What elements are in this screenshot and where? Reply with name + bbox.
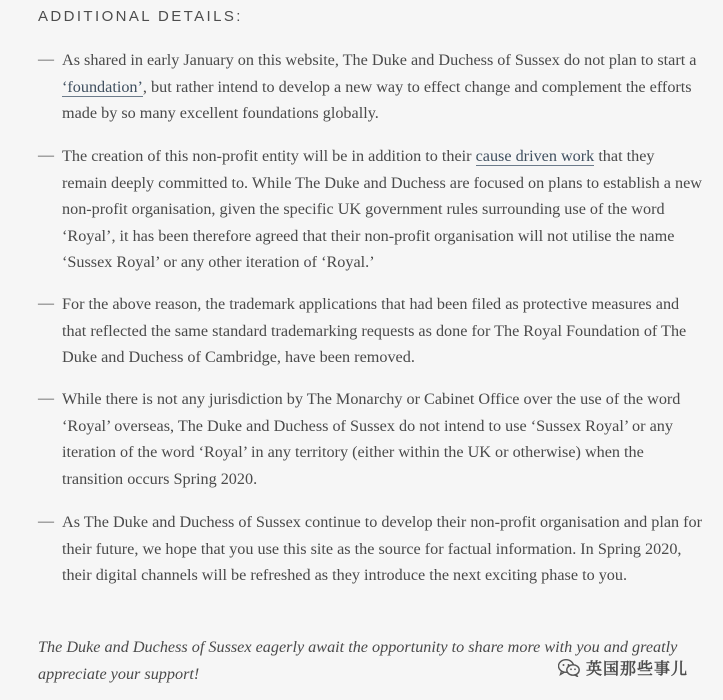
cause-driven-work-link[interactable]: cause driven work — [475, 147, 595, 165]
wechat-icon — [558, 659, 580, 677]
item-paragraph — [62, 47, 703, 127]
closing-message: The Duke and Duchess of Sussex eagerly await the opportunity to share more with you and greatly appreciate your support! — [38, 638, 678, 683]
dash-bullet: — — [38, 513, 54, 530]
watermark-text: 英国那些事儿 — [586, 659, 689, 678]
foundation-link[interactable]: ‘foundation’ — [62, 77, 143, 96]
list-item — [38, 143, 703, 276]
dash-bullet: — — [38, 147, 54, 164]
list-item — [38, 291, 703, 371]
item-text-before: As shared in early January on this website, The Duke and Duchess of Sussex do not plan to start a — [62, 51, 697, 69]
dash-bullet: — — [38, 390, 54, 407]
list-item — [38, 386, 703, 492]
item-paragraph: For the above reason, the trademark applications that had been filed as protective measures and that reflected the same standard trademarking requests as done for The Royal Foundation of The Duke and Duchess of Cambridge, have been removed. — [62, 295, 687, 367]
item-paragraph: As The Duke and Duchess of Sussex continue to develop their non-profit organisation and plan for their future, we hope that you use this site as the source for factual information. In Spring 2020, their digital channels will be refreshed as they introduce the next exciting phase to you. — [62, 513, 703, 585]
item-text-before: The creation of this non-profit entity will be in addition to their — [62, 147, 476, 165]
dash-bullet: — — [38, 295, 54, 312]
watermark — [558, 656, 688, 679]
item-text-after: that they remain deeply committed to. While The Duke and Duchess are focused on plans to establish a new non-profit organisation, given the specific UK government rules surrounding use of the word ‘Royal’, it has been therefore agreed that their non-profit organisation will not utilise the name ‘Sussex Royal’ or any other iteration of ‘Royal.’ — [62, 147, 702, 272]
list-item — [38, 47, 703, 127]
item-text-after: , but rather intend to develop a new way to effect change and complement the efforts made by so many excellent foundations globally. — [62, 77, 692, 123]
item-paragraph: While there is not any jurisdiction by The Monarchy or Cabinet Office over the use of the word ‘Royal’ overseas, The Duke and Duchess of Sussex do not intend to use ‘Sussex Royal’ or any iteration of the word ‘Royal’ in any territory (either within the UK or otherwise) when the transition occurs Spring 2020. — [62, 390, 681, 488]
dash-bullet: — — [38, 51, 54, 68]
item-paragraph — [62, 143, 703, 276]
list-item — [38, 509, 703, 589]
section-heading: ADDITIONAL DETAILS: — [38, 8, 243, 25]
